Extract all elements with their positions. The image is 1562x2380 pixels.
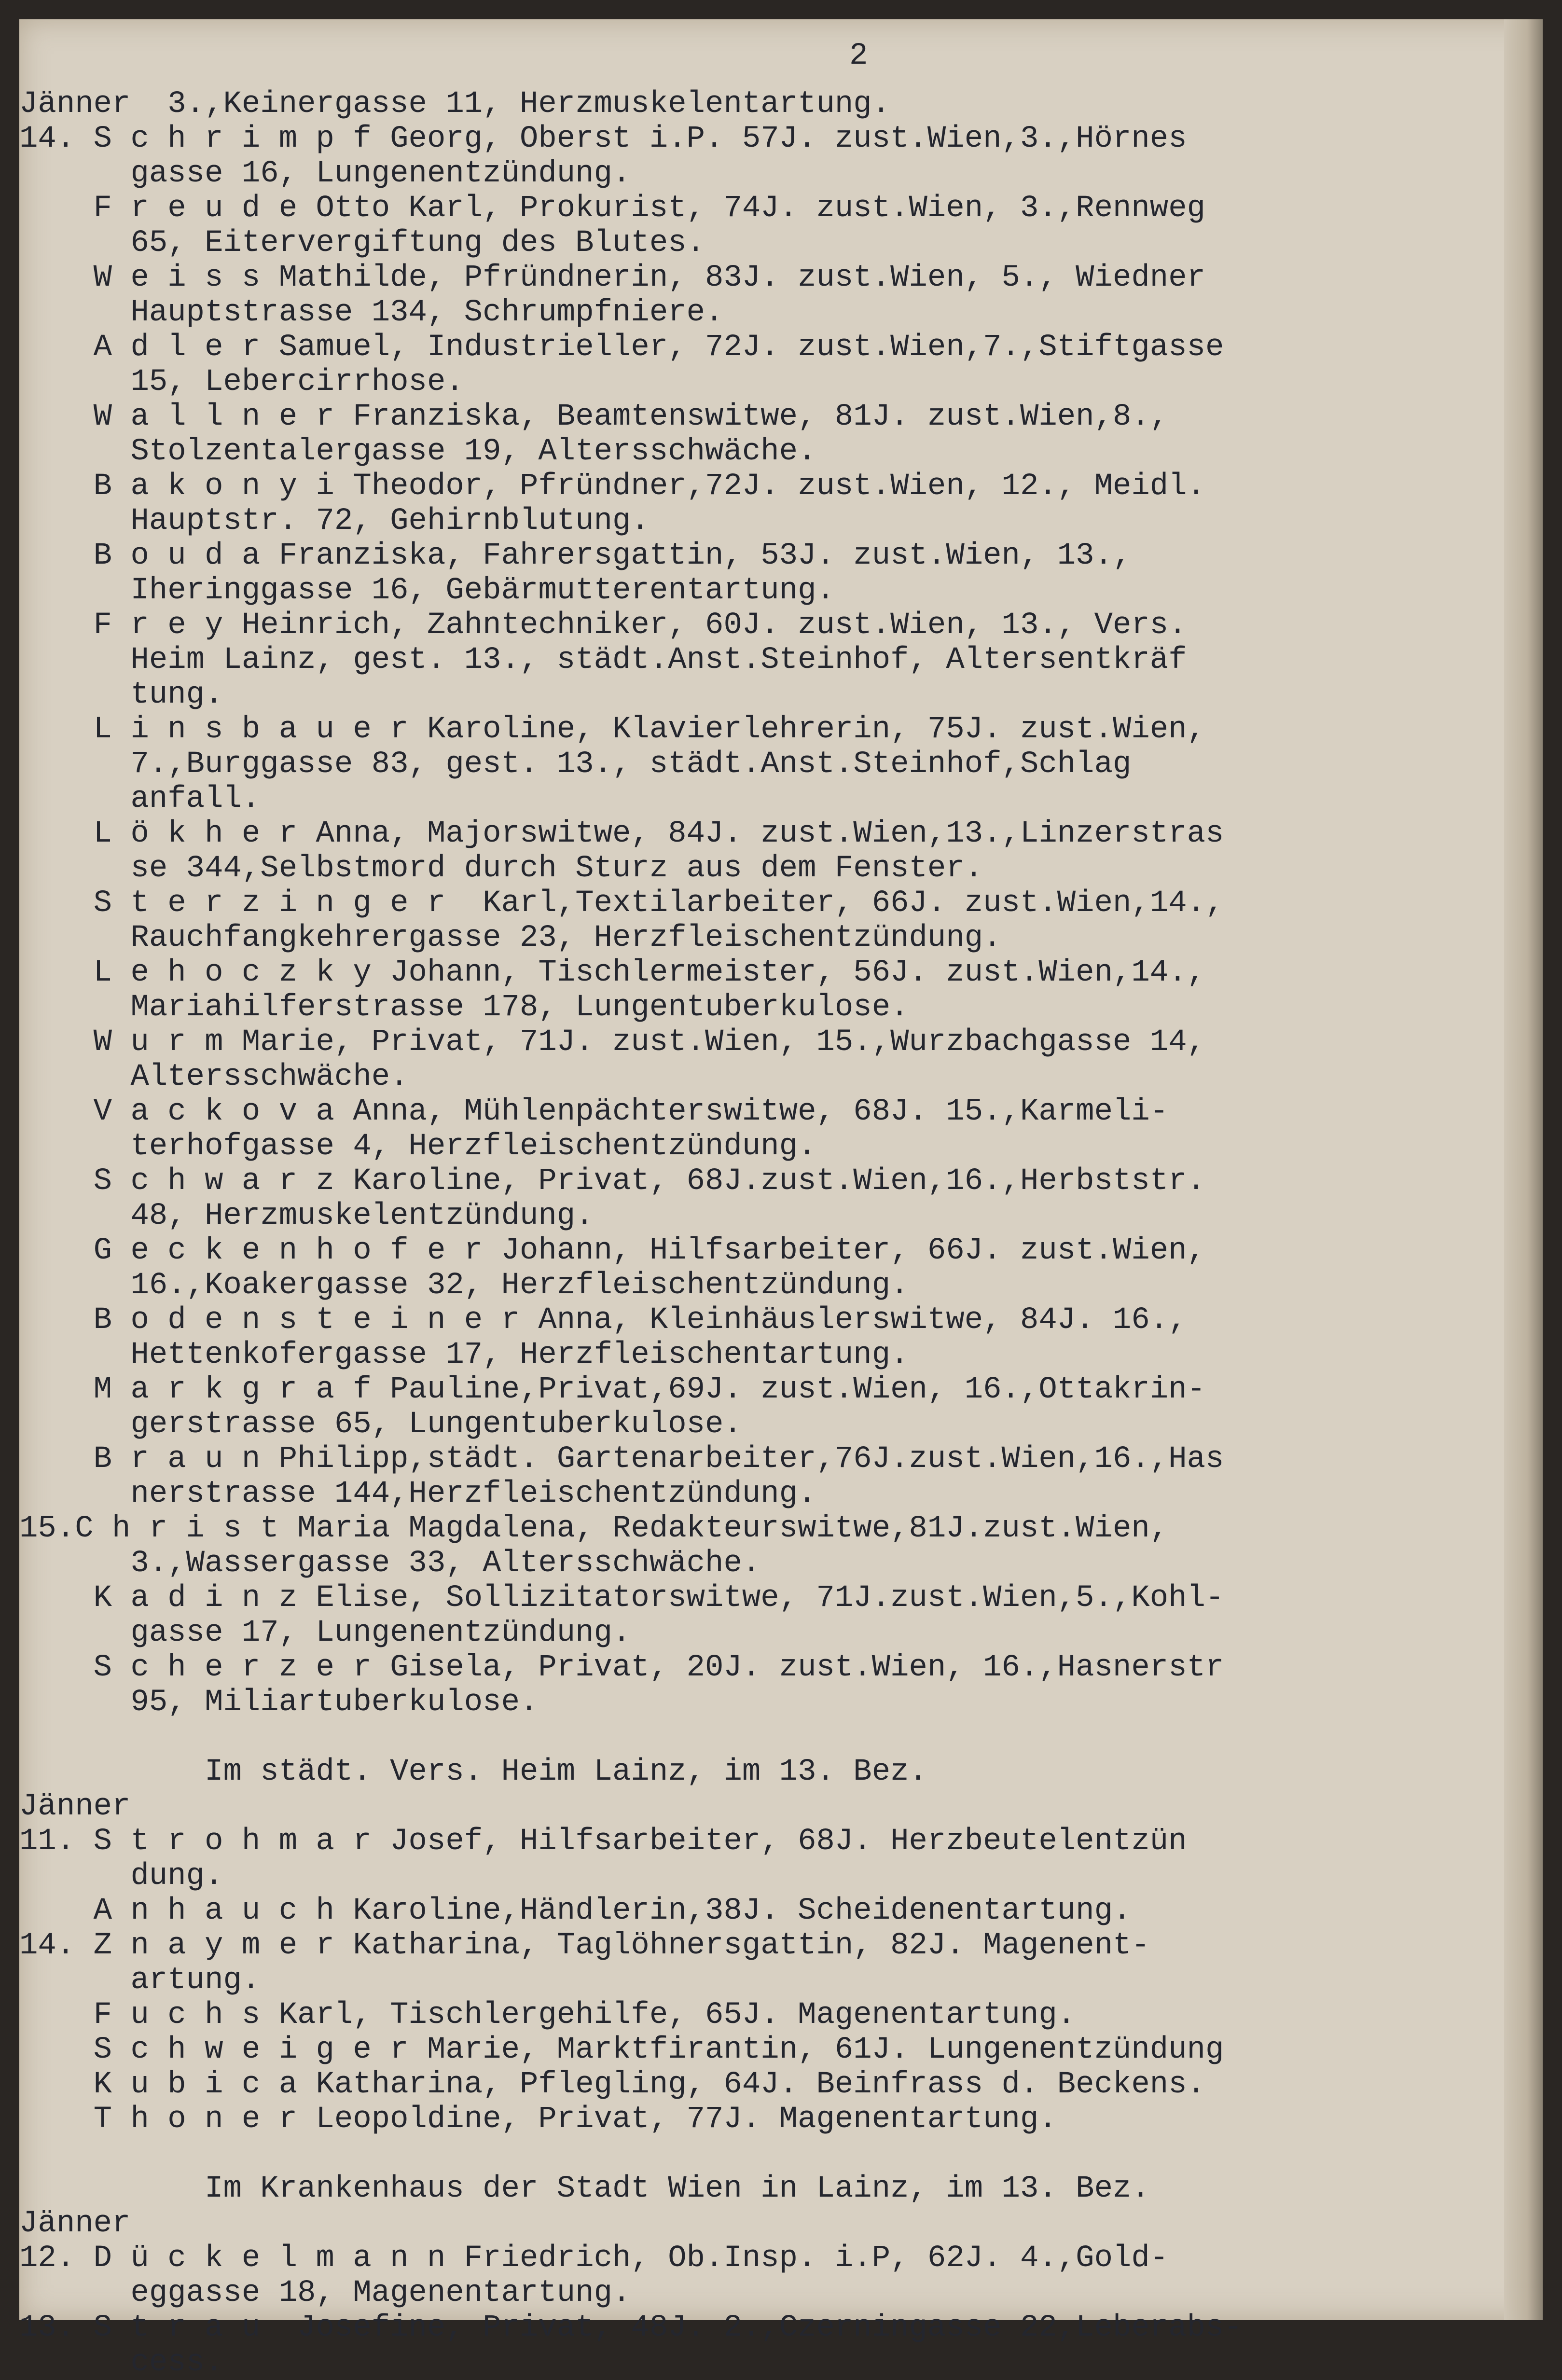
text-line: Mariahilferstrasse 178, Lungentuberkulose. bbox=[19, 990, 909, 1025]
text-line: Iheringgasse 16, Gebärmutterentartung. bbox=[19, 573, 835, 608]
text-line: gerstrasse 65, Lungentuberkulose. bbox=[19, 1407, 742, 1442]
text-line: dung. bbox=[19, 1859, 223, 1894]
text-line: Heim Lainz, gest. 13., städt.Anst.Steinhof, Altersentkräf bbox=[19, 643, 1187, 678]
text-line: Jänner bbox=[19, 2206, 131, 2241]
text-line: B r a u n Philipp,städt. Gartenarbeiter,76J.zust.Wien,16.,Has bbox=[19, 1442, 1224, 1477]
text-line: K a d i n z Elise, Sollizitatorswitwe, 71J.zust.Wien,5.,Kohl- bbox=[19, 1581, 1224, 1616]
text-line: Hauptstrasse 134, Schrumpfniere. bbox=[19, 295, 724, 330]
text-line: A d l e r Samuel, Industrieller, 72J. zust.Wien,7.,Stiftgasse bbox=[19, 330, 1224, 365]
text-line: 7.,Burggasse 83, gest. 13., städt.Anst.Steinhof,Schlag bbox=[19, 747, 1132, 782]
text-line: Jänner bbox=[19, 1789, 131, 1824]
document-page bbox=[19, 19, 1543, 2380]
text-line: 11. S t r o h m a r Josef, Hilfsarbeiter, 68J. Herzbeutelentzün bbox=[19, 1824, 1187, 1859]
binding-edge bbox=[1504, 19, 1543, 2320]
text-line: 14. S c h r i m p f Georg, Oberst i.P. 57J. zust.Wien,3.,Hörnes bbox=[19, 122, 1187, 156]
page-number: 2 bbox=[849, 39, 868, 73]
text-line: W e i s s Mathilde, Pfründnerin, 83J. zust.Wien, 5., Wiedner bbox=[19, 261, 1205, 295]
text-line: eggasse 18, Magenentartung. bbox=[19, 2276, 631, 2311]
text-line: W a l l n e r Franziska, Beamtenswitwe, 81J. zust.Wien,8., bbox=[19, 400, 1169, 434]
text-line: tung. bbox=[19, 678, 223, 712]
text-line: 16.,Koakergasse 32, Herzfleischentzündung. bbox=[19, 1268, 909, 1303]
text-line: Stolzentalergasse 19, Altersschwäche. bbox=[19, 434, 816, 469]
text-line: Jänner 3.,Keinergasse 11, Herzmuskelentartung. bbox=[19, 87, 891, 122]
text-line: L i n s b a u e r Karoline, Klavierlehrerin, 75J. zust.Wien, bbox=[19, 712, 1205, 747]
text-line: 15.C h r i s t Maria Magdalena, Redakteurswitwe,81J.zust.Wien, bbox=[19, 1511, 1169, 1546]
text-line: se 344,Selbstmord durch Sturz aus dem Fenster. bbox=[19, 851, 983, 886]
text-line: S t e r z i n g e r Karl,Textilarbeiter, 66J. zust.Wien,14., bbox=[19, 886, 1224, 921]
text-line bbox=[19, 2137, 1486, 2172]
text-line: S c h w e i g e r Marie, Marktfirantin, 61J. Lungenentzündung bbox=[19, 2033, 1224, 2067]
text-line: gasse 17, Lungenentzündung. bbox=[19, 1616, 631, 1650]
text-line: 95, Miliartuberkulose. bbox=[19, 1685, 539, 1720]
section-heading: Im Krankenhaus der Stadt Wien in Lainz, im 13. Bez. bbox=[19, 2172, 1150, 2206]
text-line: M a r k g r a f Pauline,Privat,69J. zust.Wien, 16.,Ottakrin- bbox=[19, 1372, 1205, 1407]
text-line: cess. bbox=[19, 2345, 223, 2380]
section-heading: Im städt. Vers. Heim Lainz, im 13. Bez. bbox=[19, 1755, 927, 1789]
text-line: Rauchfangkehrergasse 23, Herzfleischentzündung. bbox=[19, 921, 1002, 955]
text-line: 48, Herzmuskelentzündung. bbox=[19, 1199, 594, 1233]
text-line: Altersschwäche. bbox=[19, 1060, 409, 1094]
text-line: T h o n e r Leopoldine, Privat, 77J. Magenentartung. bbox=[19, 2102, 1057, 2137]
text-line: G e c k e n h o f e r Johann, Hilfsarbeiter, 66J. zust.Wien, bbox=[19, 1233, 1205, 1268]
text-line: 13. S t r a u Josefine, Privat, 48J. 2.,Czerningasse 22,Leberabs- bbox=[19, 2311, 1243, 2345]
text-line: 15, Lebercirrhose. bbox=[19, 365, 464, 400]
text-line: terhofgasse 4, Herzfleischentzündung. bbox=[19, 1129, 816, 1164]
text-line: L ö k h e r Anna, Majorswitwe, 84J. zust.Wien,13.,Linzerstras bbox=[19, 816, 1224, 851]
text-line bbox=[19, 1720, 1486, 1755]
text-line: B a k o n y i Theodor, Pfründner,72J. zust.Wien, 12., Meidl. bbox=[19, 469, 1205, 504]
text-line: A n h a u c h Karoline,Händlerin,38J. Scheidenentartung. bbox=[19, 1894, 1132, 1928]
text-line: F r e y Heinrich, Zahntechniker, 60J. zust.Wien, 13., Vers. bbox=[19, 608, 1187, 643]
text-line: W u r m Marie, Privat, 71J. zust.Wien, 15.,Wurzbachgasse 14, bbox=[19, 1025, 1205, 1060]
text-line: F u c h s Karl, Tischlergehilfe, 65J. Magenentartung. bbox=[19, 1998, 1076, 2033]
text-line: L e h o c z k y Johann, Tischlermeister, 56J. zust.Wien,14., bbox=[19, 955, 1205, 990]
text-line: gasse 16, Lungenentzündung. bbox=[19, 156, 631, 191]
text-line: V a c k o v a Anna, Mühlenpächterswitwe, 68J. 15.,Karmeli- bbox=[19, 1094, 1169, 1129]
text-line: artung. bbox=[19, 1963, 261, 1998]
text-line: 14. Z n a y m e r Katharina, Taglöhnersgattin, 82J. Magenent- bbox=[19, 1928, 1150, 1963]
text-line: anfall. bbox=[19, 782, 261, 816]
text-line: Hauptstr. 72, Gehirnblutung. bbox=[19, 504, 650, 539]
text-line: nerstrasse 144,Herzfleischentzündung. bbox=[19, 1477, 816, 1511]
text-line: 12. D ü c k e l m a n n Friedrich, Ob.Insp. i.P, 62J. 4.,Gold- bbox=[19, 2241, 1169, 2276]
text-line: Hettenkofergasse 17, Herzfleischentartung. bbox=[19, 1338, 909, 1372]
text-line: S c h w a r z Karoline, Privat, 68J.zust.Wien,16.,Herbststr. bbox=[19, 1164, 1205, 1199]
typed-register-text bbox=[19, 87, 1486, 2380]
text-line: F r e u d e Otto Karl, Prokurist, 74J. zust.Wien, 3.,Rennweg bbox=[19, 191, 1205, 226]
text-line: 3.,Wassergasse 33, Altersschwäche. bbox=[19, 1546, 761, 1581]
text-line: B o u d a Franziska, Fahrersgattin, 53J. zust.Wien, 13., bbox=[19, 539, 1132, 573]
text-line: 65, Eitervergiftung des Blutes. bbox=[19, 226, 705, 261]
text-line: S c h e r z e r Gisela, Privat, 20J. zust.Wien, 16.,Hasnerstr bbox=[19, 1650, 1224, 1685]
text-line: K u b i c a Katharina, Pflegling, 64J. Beinfrass d. Beckens. bbox=[19, 2067, 1205, 2102]
text-line: B o d e n s t e i n e r Anna, Kleinhäuslerswitwe, 84J. 16., bbox=[19, 1303, 1187, 1338]
